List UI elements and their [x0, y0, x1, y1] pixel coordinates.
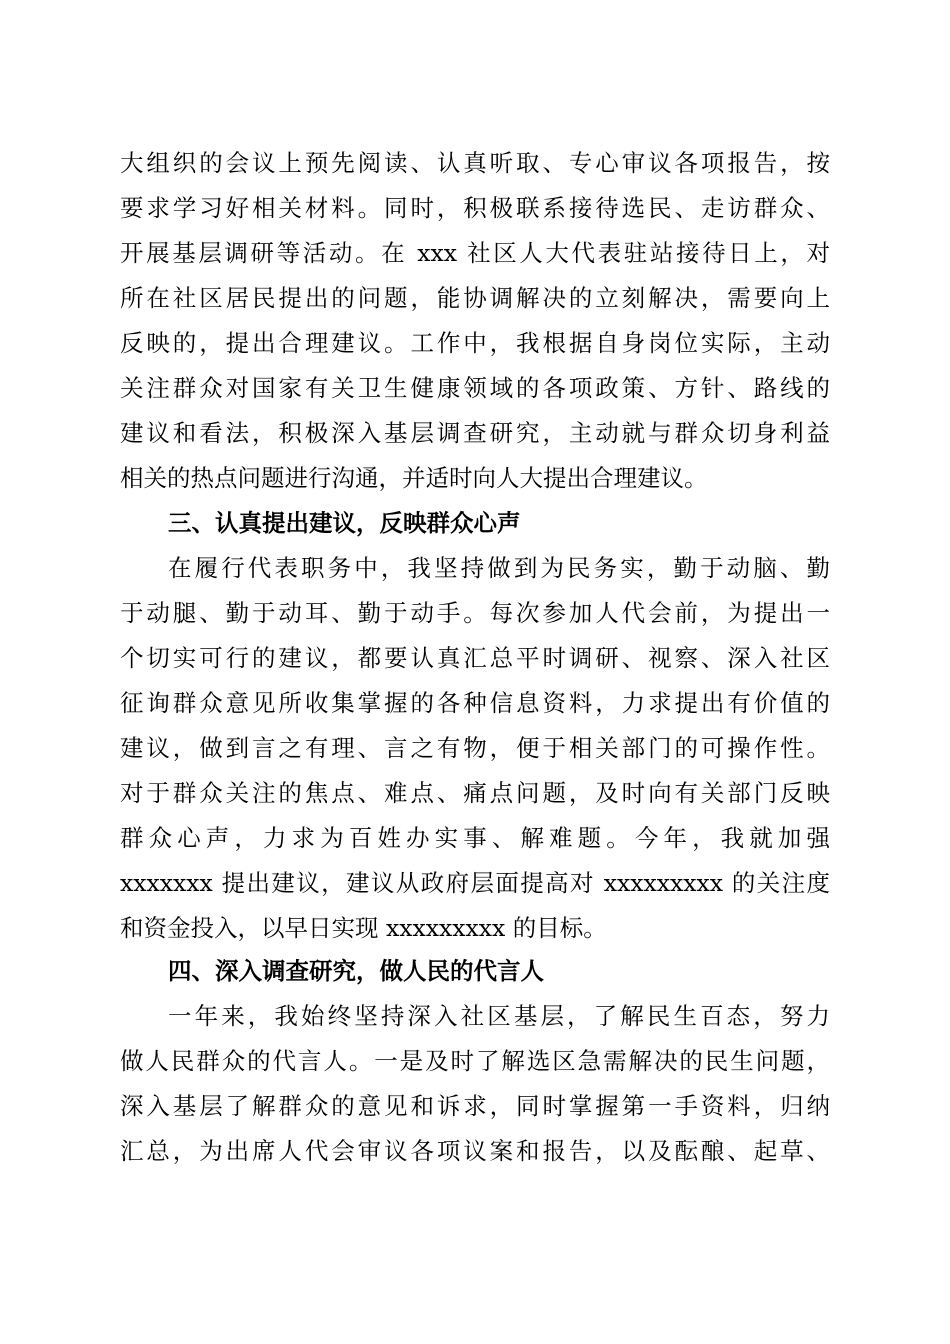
- paragraph-line: 建议，做到言之有理、言之有物，便于相关部门的可操作性。: [120, 734, 830, 762]
- paragraph-line: 做人民群众的代言人。一是及时了解选区急需解决的民生问题，: [120, 1047, 830, 1075]
- paragraph-line: 要求学习好相关材料。同时，积极联系接待选民、走访群众、: [120, 194, 830, 222]
- paragraph-line: 对于群众关注的焦点、难点、痛点问题，及时向有关部门反映: [120, 779, 830, 807]
- paragraph-line: 所在社区居民提出的问题，能协调解决的立刻解决，需要向上: [120, 284, 830, 312]
- section-4-heading: 四、深入调查研究，做人民的代言人: [168, 957, 544, 985]
- paragraph-line: 建议和看法，积极深入基层调查研究，主动就与群众切身利益: [120, 419, 830, 447]
- paragraph-line: 和资金投入，以早日实现 xxxxxxxxx 的目标。: [120, 914, 607, 942]
- paragraph-line: 在履行代表职务中，我坚持做到为民务实，勤于动脑、勤: [168, 554, 830, 582]
- paragraph-line: 于动腿、勤于动耳、勤于动手。每次参加人代会前，为提出一: [120, 599, 830, 627]
- paragraph-line: 个切实可行的建议，都要认真汇总平时调研、视察、深入社区: [120, 644, 830, 672]
- paragraph-line: xxxxxxx 提出建议，建议从政府层面提高对 xxxxxxxxx 的关注度: [120, 869, 830, 897]
- paragraph-line: 反映的，提出合理建议。工作中，我根据自身岗位实际，主动: [120, 329, 830, 357]
- paragraph-line: 征询群众意见所收集掌握的各种信息资料，力求提出有价值的: [120, 689, 830, 717]
- paragraph-line: 群众心声，力求为百姓办实事、解难题。今年，我就加强: [120, 824, 830, 852]
- section-3-heading: 三、认真提出建议，反映群众心声: [168, 509, 521, 537]
- paragraph-line: 深入基层了解群众的意见和诉求，同时掌握第一手资料，归纳: [120, 1092, 830, 1120]
- paragraph-line: 一年来，我始终坚持深入社区基层，了解民生百态，努力: [168, 1002, 830, 1030]
- paragraph-line: 关注群众对国家有关卫生健康领域的各项政策、方针、路线的: [120, 374, 830, 402]
- paragraph-line: 大组织的会议上预先阅读、认真听取、专心审议各项报告，按: [120, 149, 830, 177]
- paragraph-line: 汇总，为出席人代会审议各项议案和报告，以及酝酿、起草、: [120, 1137, 830, 1165]
- paragraph-line: 开展基层调研等活动。在 xxx 社区人大代表驻站接待日上，对: [120, 239, 830, 267]
- paragraph-line: 相关的热点问题进行沟通，并适时向人大提出合理建议。: [120, 464, 708, 492]
